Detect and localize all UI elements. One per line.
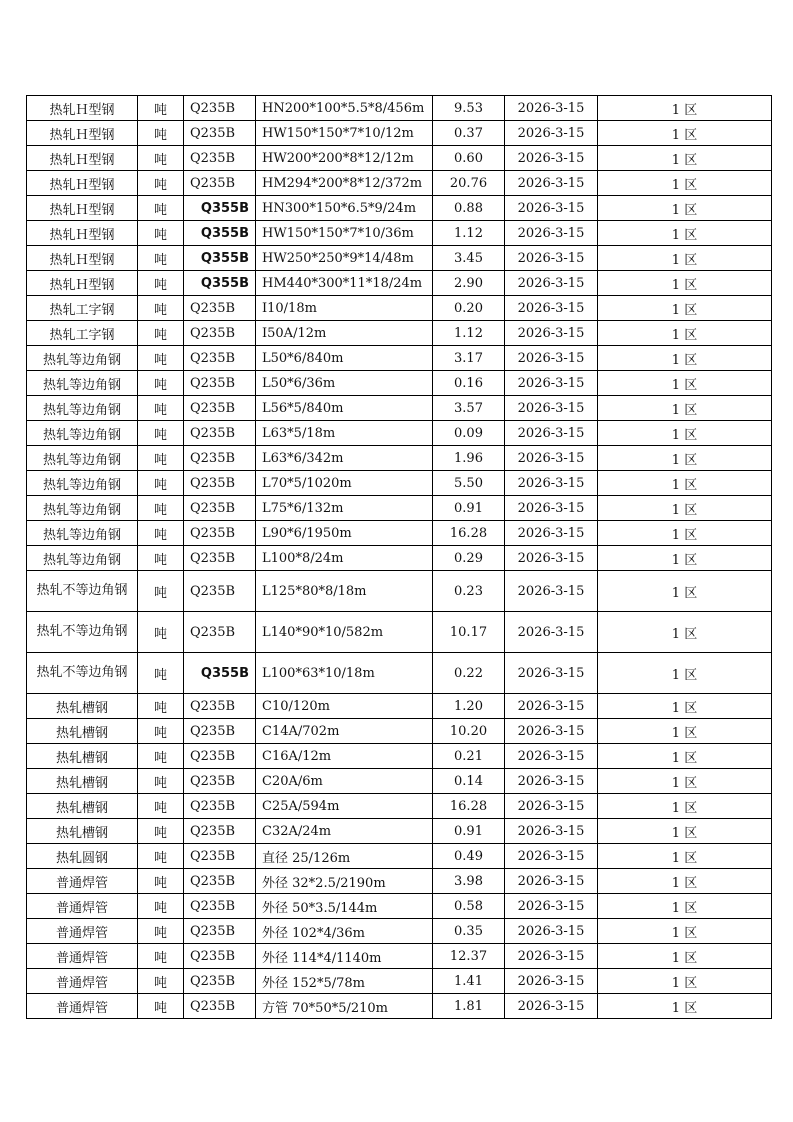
area-cell: 1 区 <box>598 969 772 994</box>
area-cell: 1 区 <box>598 546 772 571</box>
table-row <box>27 612 772 653</box>
date-cell: 2026-3-15 <box>505 321 598 346</box>
specification-cell: 外径 102*4/36m <box>256 919 433 944</box>
area-cell: 1 区 <box>598 471 772 496</box>
material-name-cell: 热轧不等边角钢 <box>27 612 138 653</box>
steel-grade-cell: Q235B <box>184 471 256 496</box>
steel-grade-cell: Q235B <box>184 96 256 121</box>
specification-cell: 外径 114*4/1140m <box>256 944 433 969</box>
specification-cell: C10/120m <box>256 694 433 719</box>
area-cell: 1 区 <box>598 371 772 396</box>
area-cell: 1 区 <box>598 521 772 546</box>
area-cell: 1 区 <box>598 894 772 919</box>
material-name-cell: 热轧等边角钢 <box>27 346 138 371</box>
table-row <box>27 271 772 296</box>
table-row <box>27 396 772 421</box>
specification-cell: 直径 25/126m <box>256 844 433 869</box>
quantity-cell: 1.12 <box>433 221 505 246</box>
material-name-cell: 热轧不等边角钢 <box>27 571 138 612</box>
steel-grade-cell: Q235B <box>184 944 256 969</box>
unit-cell: 吨 <box>138 371 184 396</box>
unit-cell: 吨 <box>138 146 184 171</box>
area-cell: 1 区 <box>598 919 772 944</box>
steel-grade-cell: Q235B <box>184 446 256 471</box>
table-row <box>27 969 772 994</box>
quantity-cell: 0.20 <box>433 296 505 321</box>
quantity-cell: 0.60 <box>433 146 505 171</box>
table-row <box>27 719 772 744</box>
date-cell: 2026-3-15 <box>505 171 598 196</box>
unit-cell: 吨 <box>138 271 184 296</box>
specification-cell: HW200*200*8*12/12m <box>256 146 433 171</box>
material-name-cell: 热轧Ｈ型钢 <box>27 246 138 271</box>
material-name-cell: 热轧不等边角钢 <box>27 653 138 694</box>
steel-inventory-table <box>26 95 772 1019</box>
quantity-cell: 1.12 <box>433 321 505 346</box>
area-cell: 1 区 <box>598 944 772 969</box>
specification-cell: HW250*250*9*14/48m <box>256 246 433 271</box>
quantity-cell: 3.57 <box>433 396 505 421</box>
table-row <box>27 794 772 819</box>
table-row <box>27 819 772 844</box>
date-cell: 2026-3-15 <box>505 496 598 521</box>
area-cell: 1 区 <box>598 653 772 694</box>
area-cell: 1 区 <box>598 994 772 1019</box>
specification-cell: L140*90*10/582m <box>256 612 433 653</box>
steel-grade-cell: Q235B <box>184 321 256 346</box>
steel-grade-cell: Q355B <box>184 246 256 271</box>
material-name-cell: 热轧等边角钢 <box>27 421 138 446</box>
table-row <box>27 121 772 146</box>
table-row <box>27 694 772 719</box>
unit-cell: 吨 <box>138 653 184 694</box>
material-name-cell: 普通焊管 <box>27 919 138 944</box>
date-cell: 2026-3-15 <box>505 769 598 794</box>
material-name-cell: 热轧等边角钢 <box>27 396 138 421</box>
date-cell: 2026-3-15 <box>505 994 598 1019</box>
specification-cell: HM294*200*8*12/372m <box>256 171 433 196</box>
area-cell: 1 区 <box>598 271 772 296</box>
steel-grade-cell: Q235B <box>184 719 256 744</box>
material-name-cell: 热轧等边角钢 <box>27 446 138 471</box>
quantity-cell: 3.98 <box>433 869 505 894</box>
specification-cell: L63*5/18m <box>256 421 433 446</box>
area-cell: 1 区 <box>598 769 772 794</box>
unit-cell: 吨 <box>138 844 184 869</box>
material-name-cell: 热轧Ｈ型钢 <box>27 171 138 196</box>
quantity-cell: 0.88 <box>433 196 505 221</box>
material-name-cell: 热轧Ｈ型钢 <box>27 96 138 121</box>
unit-cell: 吨 <box>138 96 184 121</box>
specification-cell: C20A/6m <box>256 769 433 794</box>
date-cell: 2026-3-15 <box>505 246 598 271</box>
area-cell: 1 区 <box>598 421 772 446</box>
quantity-cell: 9.53 <box>433 96 505 121</box>
area-cell: 1 区 <box>598 496 772 521</box>
specification-cell: L90*6/1950m <box>256 521 433 546</box>
quantity-cell: 0.35 <box>433 919 505 944</box>
unit-cell: 吨 <box>138 421 184 446</box>
specification-cell: HN200*100*5.5*8/456m <box>256 96 433 121</box>
quantity-cell: 0.58 <box>433 894 505 919</box>
steel-grade-cell: Q235B <box>184 969 256 994</box>
date-cell: 2026-3-15 <box>505 121 598 146</box>
date-cell: 2026-3-15 <box>505 371 598 396</box>
table-row <box>27 919 772 944</box>
material-name-cell: 普通焊管 <box>27 869 138 894</box>
material-name-cell: 热轧Ｈ型钢 <box>27 146 138 171</box>
specification-cell: L125*80*8/18m <box>256 571 433 612</box>
unit-cell: 吨 <box>138 571 184 612</box>
quantity-cell: 0.49 <box>433 844 505 869</box>
date-cell: 2026-3-15 <box>505 96 598 121</box>
steel-grade-cell: Q355B <box>184 196 256 221</box>
material-name-cell: 热轧工字钢 <box>27 296 138 321</box>
date-cell: 2026-3-15 <box>505 653 598 694</box>
specification-cell: HN300*150*6.5*9/24m <box>256 196 433 221</box>
quantity-cell: 0.91 <box>433 819 505 844</box>
material-name-cell: 热轧等边角钢 <box>27 496 138 521</box>
quantity-cell: 0.14 <box>433 769 505 794</box>
unit-cell: 吨 <box>138 794 184 819</box>
specification-cell: 外径 50*3.5/144m <box>256 894 433 919</box>
steel-grade-cell: Q235B <box>184 612 256 653</box>
date-cell: 2026-3-15 <box>505 844 598 869</box>
table-row <box>27 496 772 521</box>
specification-cell: C16A/12m <box>256 744 433 769</box>
date-cell: 2026-3-15 <box>505 396 598 421</box>
quantity-cell: 10.20 <box>433 719 505 744</box>
specification-cell: 方管 70*50*5/210m <box>256 994 433 1019</box>
material-name-cell: 普通焊管 <box>27 944 138 969</box>
area-cell: 1 区 <box>598 196 772 221</box>
date-cell: 2026-3-15 <box>505 794 598 819</box>
unit-cell: 吨 <box>138 321 184 346</box>
date-cell: 2026-3-15 <box>505 521 598 546</box>
specification-cell: HW150*150*7*10/36m <box>256 221 433 246</box>
date-cell: 2026-3-15 <box>505 296 598 321</box>
specification-cell: L100*63*10/18m <box>256 653 433 694</box>
area-cell: 1 区 <box>598 96 772 121</box>
table-row <box>27 96 772 121</box>
date-cell: 2026-3-15 <box>505 612 598 653</box>
specification-cell: 外径 32*2.5/2190m <box>256 869 433 894</box>
steel-grade-cell: Q235B <box>184 819 256 844</box>
unit-cell: 吨 <box>138 446 184 471</box>
table-body <box>27 96 772 1019</box>
table-row <box>27 371 772 396</box>
material-name-cell: 热轧槽钢 <box>27 794 138 819</box>
specification-cell: C14A/702m <box>256 719 433 744</box>
quantity-cell: 0.23 <box>433 571 505 612</box>
date-cell: 2026-3-15 <box>505 346 598 371</box>
area-cell: 1 区 <box>598 694 772 719</box>
specification-cell: L56*5/840m <box>256 396 433 421</box>
unit-cell: 吨 <box>138 396 184 421</box>
unit-cell: 吨 <box>138 869 184 894</box>
quantity-cell: 0.29 <box>433 546 505 571</box>
unit-cell: 吨 <box>138 346 184 371</box>
area-cell: 1 区 <box>598 571 772 612</box>
steel-grade-cell: Q235B <box>184 994 256 1019</box>
steel-grade-cell: Q235B <box>184 296 256 321</box>
material-name-cell: 热轧工字钢 <box>27 321 138 346</box>
date-cell: 2026-3-15 <box>505 869 598 894</box>
table-row <box>27 171 772 196</box>
specification-cell: I50A/12m <box>256 321 433 346</box>
steel-grade-cell: Q235B <box>184 744 256 769</box>
steel-grade-cell: Q235B <box>184 421 256 446</box>
steel-grade-cell: Q235B <box>184 769 256 794</box>
quantity-cell: 0.22 <box>433 653 505 694</box>
table-row <box>27 221 772 246</box>
material-name-cell: 热轧圆钢 <box>27 844 138 869</box>
table-row <box>27 246 772 271</box>
steel-grade-cell: Q235B <box>184 894 256 919</box>
quantity-cell: 0.16 <box>433 371 505 396</box>
table-row <box>27 421 772 446</box>
table-row <box>27 769 772 794</box>
material-name-cell: 热轧Ｈ型钢 <box>27 121 138 146</box>
table-row <box>27 146 772 171</box>
date-cell: 2026-3-15 <box>505 919 598 944</box>
steel-grade-cell: Q235B <box>184 919 256 944</box>
specification-cell: L63*6/342m <box>256 446 433 471</box>
area-cell: 1 区 <box>598 221 772 246</box>
material-name-cell: 热轧槽钢 <box>27 769 138 794</box>
table-row <box>27 744 772 769</box>
table-row <box>27 471 772 496</box>
unit-cell: 吨 <box>138 221 184 246</box>
specification-cell: L70*5/1020m <box>256 471 433 496</box>
area-cell: 1 区 <box>598 121 772 146</box>
area-cell: 1 区 <box>598 246 772 271</box>
table-row <box>27 296 772 321</box>
area-cell: 1 区 <box>598 869 772 894</box>
unit-cell: 吨 <box>138 471 184 496</box>
specification-cell: L50*6/840m <box>256 346 433 371</box>
material-name-cell: 热轧等边角钢 <box>27 471 138 496</box>
unit-cell: 吨 <box>138 196 184 221</box>
area-cell: 1 区 <box>598 844 772 869</box>
steel-grade-cell: Q235B <box>184 171 256 196</box>
table-row <box>27 894 772 919</box>
quantity-cell: 5.50 <box>433 471 505 496</box>
material-name-cell: 普通焊管 <box>27 994 138 1019</box>
unit-cell: 吨 <box>138 944 184 969</box>
table-row <box>27 546 772 571</box>
steel-grade-cell: Q235B <box>184 794 256 819</box>
date-cell: 2026-3-15 <box>505 944 598 969</box>
date-cell: 2026-3-15 <box>505 744 598 769</box>
date-cell: 2026-3-15 <box>505 894 598 919</box>
unit-cell: 吨 <box>138 612 184 653</box>
table-row <box>27 346 772 371</box>
date-cell: 2026-3-15 <box>505 546 598 571</box>
area-cell: 1 区 <box>598 396 772 421</box>
quantity-cell: 16.28 <box>433 521 505 546</box>
material-name-cell: 热轧槽钢 <box>27 719 138 744</box>
specification-cell: HW150*150*7*10/12m <box>256 121 433 146</box>
material-name-cell: 热轧等边角钢 <box>27 521 138 546</box>
date-cell: 2026-3-15 <box>505 421 598 446</box>
material-name-cell: 热轧槽钢 <box>27 694 138 719</box>
specification-cell: C32A/24m <box>256 819 433 844</box>
table-row <box>27 844 772 869</box>
quantity-cell: 0.09 <box>433 421 505 446</box>
steel-grade-cell: Q235B <box>184 694 256 719</box>
unit-cell: 吨 <box>138 894 184 919</box>
unit-cell: 吨 <box>138 744 184 769</box>
specification-cell: L50*6/36m <box>256 371 433 396</box>
date-cell: 2026-3-15 <box>505 819 598 844</box>
area-cell: 1 区 <box>598 719 772 744</box>
date-cell: 2026-3-15 <box>505 719 598 744</box>
area-cell: 1 区 <box>598 612 772 653</box>
steel-grade-cell: Q355B <box>184 271 256 296</box>
table-row <box>27 196 772 221</box>
unit-cell: 吨 <box>138 546 184 571</box>
quantity-cell: 1.96 <box>433 446 505 471</box>
specification-cell: L75*6/132m <box>256 496 433 521</box>
table-row <box>27 944 772 969</box>
unit-cell: 吨 <box>138 819 184 844</box>
steel-grade-cell: Q235B <box>184 869 256 894</box>
quantity-cell: 10.17 <box>433 612 505 653</box>
area-cell: 1 区 <box>598 146 772 171</box>
table-row <box>27 653 772 694</box>
table-row <box>27 321 772 346</box>
steel-grade-cell: Q235B <box>184 371 256 396</box>
area-cell: 1 区 <box>598 321 772 346</box>
date-cell: 2026-3-15 <box>505 271 598 296</box>
specification-cell: C25A/594m <box>256 794 433 819</box>
material-name-cell: 热轧等边角钢 <box>27 371 138 396</box>
unit-cell: 吨 <box>138 296 184 321</box>
material-name-cell: 热轧槽钢 <box>27 819 138 844</box>
date-cell: 2026-3-15 <box>505 221 598 246</box>
quantity-cell: 16.28 <box>433 794 505 819</box>
quantity-cell: 0.21 <box>433 744 505 769</box>
quantity-cell: 0.91 <box>433 496 505 521</box>
area-cell: 1 区 <box>598 744 772 769</box>
area-cell: 1 区 <box>598 346 772 371</box>
unit-cell: 吨 <box>138 919 184 944</box>
specification-cell: 外径 152*5/78m <box>256 969 433 994</box>
steel-grade-cell: Q235B <box>184 146 256 171</box>
date-cell: 2026-3-15 <box>505 196 598 221</box>
steel-grade-cell: Q235B <box>184 396 256 421</box>
unit-cell: 吨 <box>138 121 184 146</box>
area-cell: 1 区 <box>598 171 772 196</box>
steel-grade-cell: Q235B <box>184 546 256 571</box>
date-cell: 2026-3-15 <box>505 694 598 719</box>
material-name-cell: 热轧等边角钢 <box>27 546 138 571</box>
date-cell: 2026-3-15 <box>505 446 598 471</box>
table-row <box>27 446 772 471</box>
steel-grade-cell: Q355B <box>184 653 256 694</box>
date-cell: 2026-3-15 <box>505 471 598 496</box>
unit-cell: 吨 <box>138 496 184 521</box>
material-name-cell: 热轧Ｈ型钢 <box>27 271 138 296</box>
material-name-cell: 热轧槽钢 <box>27 744 138 769</box>
unit-cell: 吨 <box>138 246 184 271</box>
specification-cell: I10/18m <box>256 296 433 321</box>
steel-grade-cell: Q235B <box>184 521 256 546</box>
table-row <box>27 869 772 894</box>
unit-cell: 吨 <box>138 171 184 196</box>
table-row <box>27 994 772 1019</box>
steel-grade-cell: Q235B <box>184 121 256 146</box>
unit-cell: 吨 <box>138 769 184 794</box>
quantity-cell: 1.41 <box>433 969 505 994</box>
quantity-cell: 0.37 <box>433 121 505 146</box>
quantity-cell: 1.20 <box>433 694 505 719</box>
material-name-cell: 普通焊管 <box>27 894 138 919</box>
area-cell: 1 区 <box>598 794 772 819</box>
steel-grade-cell: Q235B <box>184 571 256 612</box>
specification-cell: HM440*300*11*18/24m <box>256 271 433 296</box>
unit-cell: 吨 <box>138 969 184 994</box>
date-cell: 2026-3-15 <box>505 571 598 612</box>
material-name-cell: 热轧Ｈ型钢 <box>27 196 138 221</box>
table-row <box>27 571 772 612</box>
material-name-cell: 热轧Ｈ型钢 <box>27 221 138 246</box>
steel-grade-cell: Q355B <box>184 221 256 246</box>
unit-cell: 吨 <box>138 521 184 546</box>
area-cell: 1 区 <box>598 446 772 471</box>
quantity-cell: 2.90 <box>433 271 505 296</box>
material-name-cell: 普通焊管 <box>27 969 138 994</box>
quantity-cell: 3.45 <box>433 246 505 271</box>
unit-cell: 吨 <box>138 694 184 719</box>
unit-cell: 吨 <box>138 994 184 1019</box>
quantity-cell: 3.17 <box>433 346 505 371</box>
table-row <box>27 521 772 546</box>
area-cell: 1 区 <box>598 296 772 321</box>
area-cell: 1 区 <box>598 819 772 844</box>
specification-cell: L100*8/24m <box>256 546 433 571</box>
quantity-cell: 1.81 <box>433 994 505 1019</box>
quantity-cell: 20.76 <box>433 171 505 196</box>
steel-grade-cell: Q235B <box>184 844 256 869</box>
unit-cell: 吨 <box>138 719 184 744</box>
steel-grade-cell: Q235B <box>184 496 256 521</box>
date-cell: 2026-3-15 <box>505 146 598 171</box>
date-cell: 2026-3-15 <box>505 969 598 994</box>
steel-grade-cell: Q235B <box>184 346 256 371</box>
quantity-cell: 12.37 <box>433 944 505 969</box>
